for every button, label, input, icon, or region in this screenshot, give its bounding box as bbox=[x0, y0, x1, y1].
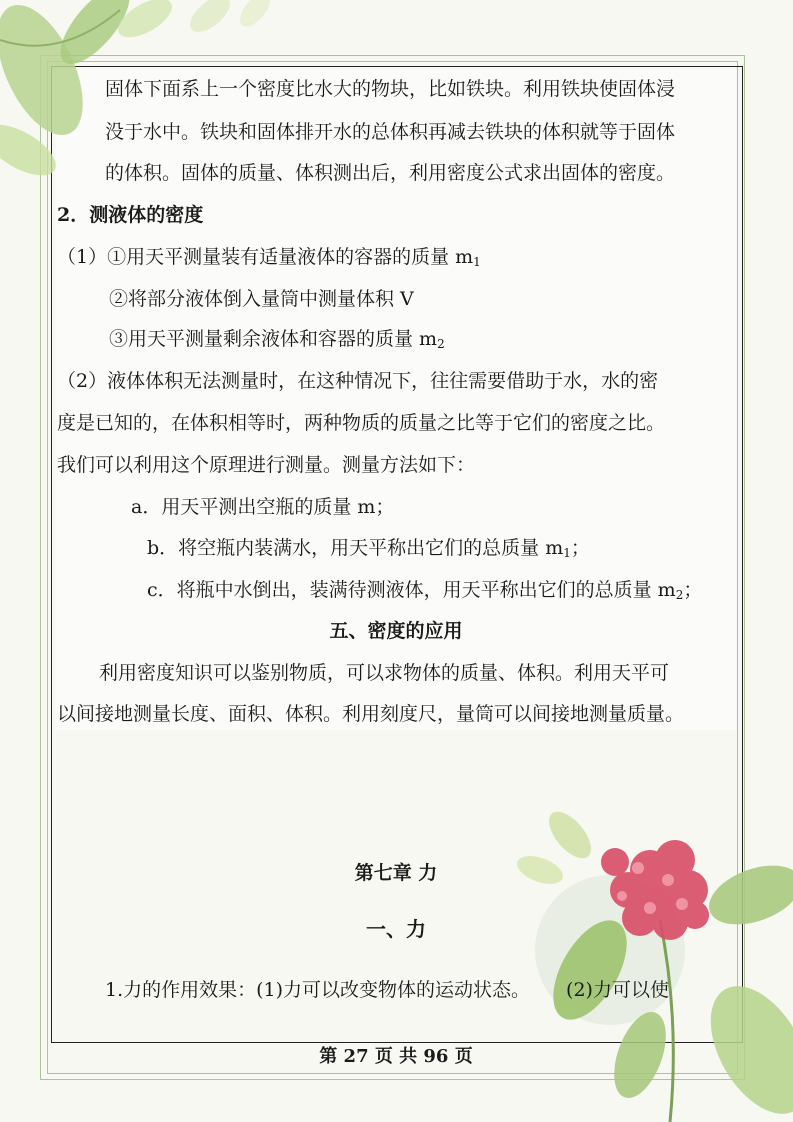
step-1-subscript: 1 bbox=[473, 255, 481, 269]
paragraph-3-line-1: 利用密度知识可以鉴别物质，可以求物体的质量、体积。利用天平可 bbox=[99, 662, 670, 684]
page-number-footer: 第 27 页 共 96 页 bbox=[319, 1046, 473, 1067]
paragraph-2-line-3: 我们可以利用这个原理进行测量。测量方法如下： bbox=[57, 454, 476, 476]
step-3-text: ③用天平测量剩余液体和容器的质量 m bbox=[109, 328, 438, 350]
item-c-text: c．将瓶中水倒出，装满待测液体，用天平称出它们的总质量 m bbox=[147, 579, 676, 601]
method-item-c bbox=[147, 577, 702, 608]
item-b-text: b．将空瓶内装满水，用天平称出它们的总质量 m bbox=[147, 537, 564, 559]
step-2: ②将部分液体倒入量筒中测量体积 V bbox=[109, 288, 414, 310]
paragraph-1-line-3: 的体积。固体的质量、体积测出后，利用密度公式求出固体的密度。 bbox=[105, 162, 676, 184]
method-item-b bbox=[147, 535, 590, 566]
step-3-subscript: 2 bbox=[437, 337, 445, 351]
paragraph-4 bbox=[105, 977, 669, 1003]
step-1-text: （1）①用天平测量装有适量液体的容器的质量 m bbox=[57, 246, 474, 268]
chapter-7-title: 第七章 力 bbox=[354, 862, 438, 884]
section-5-title: 五、密度的应用 bbox=[329, 620, 463, 642]
paragraph-3-line-2: 以间接地测量长度、面积、体积。利用刻度尺，量筒可以间接地测量质量。 bbox=[57, 703, 685, 725]
paragraph-2-line-1: （2）液体体积无法测量时，在这种情况下，往往需要借助于水，水的密 bbox=[57, 370, 659, 392]
paragraph-1-line-2: 没于水中。铁块和固体排开水的总体积再减去铁块的体积就等于固体 bbox=[105, 121, 676, 143]
heading-measure-liquid-density: 2．测液体的密度 bbox=[57, 204, 204, 226]
paragraph-1-line-1: 固体下面系上一个密度比水大的物块，比如铁块。利用铁块使固体浸 bbox=[105, 78, 676, 100]
method-item-a: a．用天平测出空瓶的质量 m； bbox=[131, 496, 395, 518]
item-b-subscript: 1 bbox=[563, 546, 571, 560]
item-c-subscript: 2 bbox=[675, 588, 684, 602]
step-3 bbox=[109, 326, 445, 357]
paragraph-4-continuation: (2)力可以使 bbox=[566, 979, 669, 1001]
item-c-end: ； bbox=[683, 579, 703, 601]
paragraph-2-line-2: 度是已知的，在体积相等时，两种物质的质量之比等于它们的密度之比。 bbox=[57, 412, 666, 434]
step-1 bbox=[57, 244, 481, 275]
section-1-title: 一、力 bbox=[366, 917, 426, 941]
paragraph-4-text: 1.力的作用效果：(1)力可以改变物体的运动状态。 bbox=[105, 979, 531, 1001]
hydrangea-illustration bbox=[510, 800, 793, 1122]
item-b-end: ； bbox=[570, 537, 590, 559]
